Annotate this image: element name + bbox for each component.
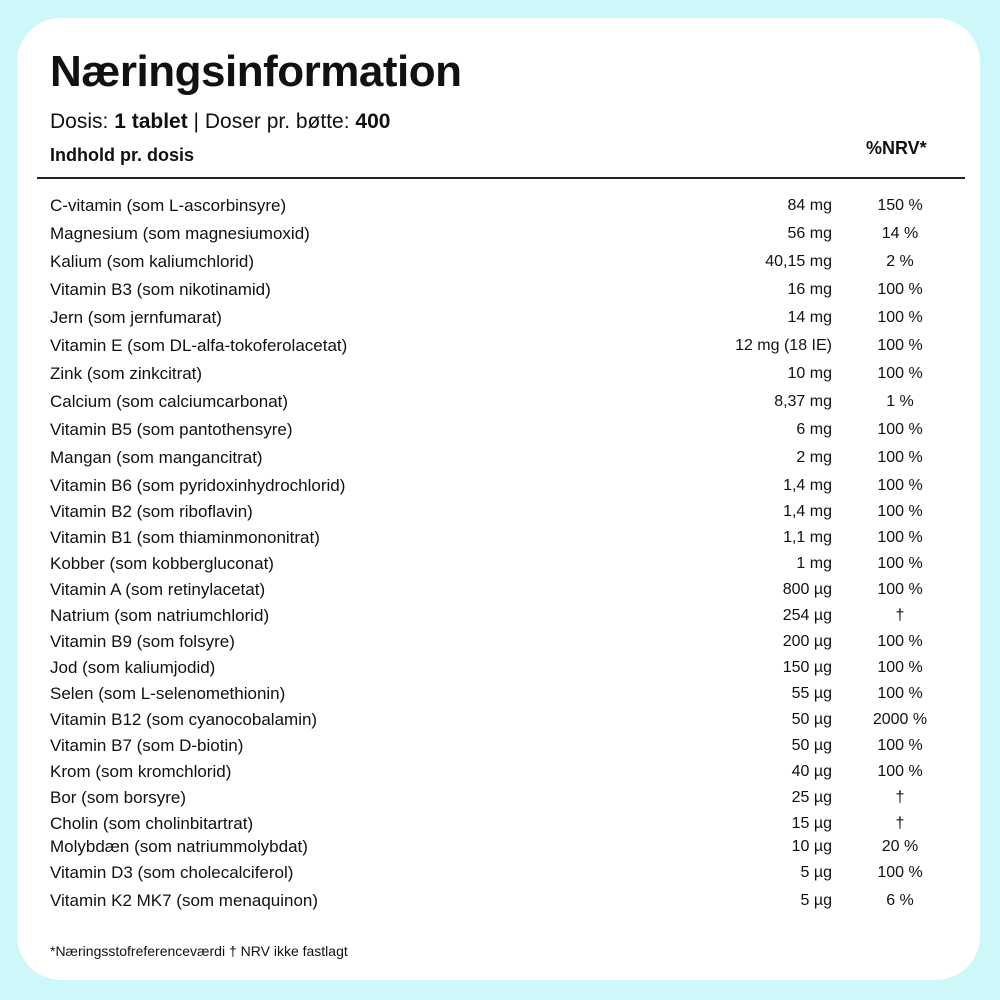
table-row (0, 707, 1000, 733)
nutrient-amount: 8,37 mg (774, 393, 832, 410)
nutrient-amount: 6 mg (796, 421, 832, 438)
nutrient-amount: 16 mg (787, 281, 832, 298)
nutrient-name: Natrium (som natriumchlorid) (50, 606, 270, 625)
nutrient-nrv: 20 % (881, 838, 919, 855)
nutrient-nrv: 2 % (886, 253, 914, 270)
nutrient-amount: 254 µg (782, 607, 832, 624)
table-row (0, 417, 1000, 443)
dosis-label: Dosis: (50, 110, 115, 133)
nutrient-nrv: 100 % (877, 449, 923, 466)
nutrient-nrv: 1 % (886, 393, 914, 410)
nutrient-name: Calcium (som calciumcarbonat) (50, 392, 289, 411)
nutrient-nrv: 100 % (877, 309, 923, 326)
nutrient-amount: 800 µg (782, 581, 832, 598)
nutrient-name: Magnesium (som magnesiumoxid) (50, 224, 310, 243)
nutrient-nrv: 100 % (877, 737, 923, 754)
table-row (0, 681, 1000, 707)
nutrient-name: Jern (som jernfumarat) (50, 308, 222, 327)
table-row (0, 249, 1000, 275)
nutrient-name: Kobber (som kobbergluconat) (50, 554, 274, 573)
nutrient-nrv: 100 % (877, 281, 923, 298)
nutrient-name: Vitamin B6 (som pyridoxinhydrochlorid) (50, 476, 346, 495)
doser-label: Doser pr. bøtte: (204, 110, 356, 133)
nutrient-name: Vitamin B7 (som D-biotin) (50, 736, 244, 755)
nutrient-name: Jod (som kaliumjodid) (50, 658, 216, 677)
nrv-header: %NRV* (866, 138, 927, 158)
nutrient-nrv: 150 % (877, 197, 923, 214)
nutrient-name: Vitamin A (som retinylacetat) (50, 580, 266, 599)
nutrient-amount: 50 µg (791, 711, 832, 728)
nutrient-amount: 150 µg (782, 659, 832, 676)
table-row (0, 860, 1000, 886)
nutrient-nrv: 100 % (877, 477, 923, 494)
nutrient-name: Kalium (som kaliumchlorid) (50, 252, 255, 271)
nutrient-amount: 55 µg (791, 685, 832, 702)
nutrient-name: Vitamin B2 (som riboflavin) (50, 502, 253, 521)
table-row (0, 834, 1000, 860)
table-row (0, 655, 1000, 681)
nutrient-amount: 1 mg (796, 555, 832, 572)
nutrient-amount: 12 mg (18 IE) (735, 337, 832, 354)
nutrient-name: Vitamin B12 (som cyanocobalamin) (50, 710, 318, 729)
nutrient-name: Krom (som kromchlorid) (50, 762, 232, 781)
table-row (0, 221, 1000, 247)
nutrient-amount: 1,4 mg (783, 477, 832, 494)
nutrient-amount: 56 mg (787, 225, 832, 242)
table-row (0, 525, 1000, 551)
nutrient-amount: 40,15 mg (765, 253, 832, 270)
table-row (0, 361, 1000, 387)
nutrient-amount: 200 µg (782, 633, 832, 650)
table-row (0, 733, 1000, 759)
nutrient-name: Zink (som zinkcitrat) (50, 364, 203, 383)
nutrient-nrv: 100 % (877, 365, 923, 382)
table-row (0, 551, 1000, 577)
table-row (0, 759, 1000, 785)
nutrient-nrv: † (895, 815, 905, 832)
nutrient-amount: 1,1 mg (783, 529, 832, 546)
nutrient-nrv: † (895, 789, 905, 806)
nutrient-amount: 50 µg (791, 737, 832, 754)
dosis-value: 1 tablet (114, 110, 188, 133)
nutrient-amount: 2 mg (796, 449, 832, 466)
nutrient-amount: 25 µg (791, 789, 832, 806)
nutrient-amount: 14 mg (787, 309, 832, 326)
nutrient-name: C-vitamin (som L-ascorbinsyre) (50, 196, 287, 215)
nutrient-nrv: 100 % (877, 337, 923, 354)
nutrient-nrv: 100 % (877, 763, 923, 780)
nutrient-amount: 1,4 mg (783, 503, 832, 520)
table-row (0, 603, 1000, 629)
table-row (0, 305, 1000, 331)
nutrient-amount: 5 µg (800, 892, 832, 909)
table-row (0, 499, 1000, 525)
nutrient-nrv: 100 % (877, 659, 923, 676)
nutrient-name: Molybdæn (som natriummolybdat) (50, 837, 308, 856)
nutrient-nrv: 100 % (877, 685, 923, 702)
nutrient-nrv: 100 % (877, 864, 923, 881)
table-row (0, 785, 1000, 811)
table-row (0, 193, 1000, 219)
table-row (0, 629, 1000, 655)
nutrient-name: Vitamin K2 MK7 (som menaquinon) (50, 891, 319, 910)
nutrient-name: Bor (som borsyre) (50, 788, 187, 807)
nutrient-name: Cholin (som cholinbitartrat) (50, 814, 254, 833)
nutrient-nrv: 100 % (877, 529, 923, 546)
dose-info (50, 109, 390, 135)
nutrient-nrv: 2000 % (872, 711, 928, 728)
dose-separator: | (187, 110, 205, 133)
nutrient-nrv: 100 % (877, 503, 923, 520)
nutrient-nrv: 14 % (881, 225, 919, 242)
table-row (0, 333, 1000, 359)
nutrient-name: Vitamin D3 (som cholecalciferol) (50, 863, 294, 882)
nutrient-nrv: 6 % (886, 892, 914, 909)
table-row (0, 277, 1000, 303)
nutrient-nrv: † (895, 607, 905, 624)
nutrient-nrv: 100 % (877, 555, 923, 572)
nutrient-amount: 15 µg (791, 815, 832, 832)
nutrient-nrv: 100 % (877, 581, 923, 598)
nutrient-name: Vitamin B5 (som pantothensyre) (50, 420, 293, 439)
table-row (0, 473, 1000, 499)
nutrient-name: Mangan (som mangancitrat) (50, 448, 263, 467)
header-divider (37, 177, 965, 179)
nutrient-name: Selen (som L-selenomethionin) (50, 684, 286, 703)
nutrient-nrv: 100 % (877, 633, 923, 650)
nutrient-amount: 84 mg (787, 197, 832, 214)
content-header: Indhold pr. dosis (50, 145, 194, 165)
nutrient-name: Vitamin B1 (som thiaminmononitrat) (50, 528, 320, 547)
nutrient-name: Vitamin B3 (som nikotinamid) (50, 280, 271, 299)
page-title: Næringsinformation (50, 47, 462, 96)
footnote: *Næringsstofreferenceværdi † NRV ikke fastlagt (50, 943, 348, 959)
nutrient-amount: 10 µg (791, 838, 832, 855)
table-row (0, 577, 1000, 603)
nutrient-nrv: 100 % (877, 421, 923, 438)
nutrient-name: Vitamin B9 (som folsyre) (50, 632, 235, 651)
nutrient-name: Vitamin E (som DL-alfa-tokoferolacetat) (50, 336, 348, 355)
table-row (0, 445, 1000, 471)
table-row (0, 389, 1000, 415)
nutrient-amount: 10 mg (787, 365, 832, 382)
doser-value: 400 (355, 110, 391, 133)
nutrient-amount: 40 µg (791, 763, 832, 780)
table-row (0, 888, 1000, 914)
nutrient-amount: 5 µg (800, 864, 832, 881)
